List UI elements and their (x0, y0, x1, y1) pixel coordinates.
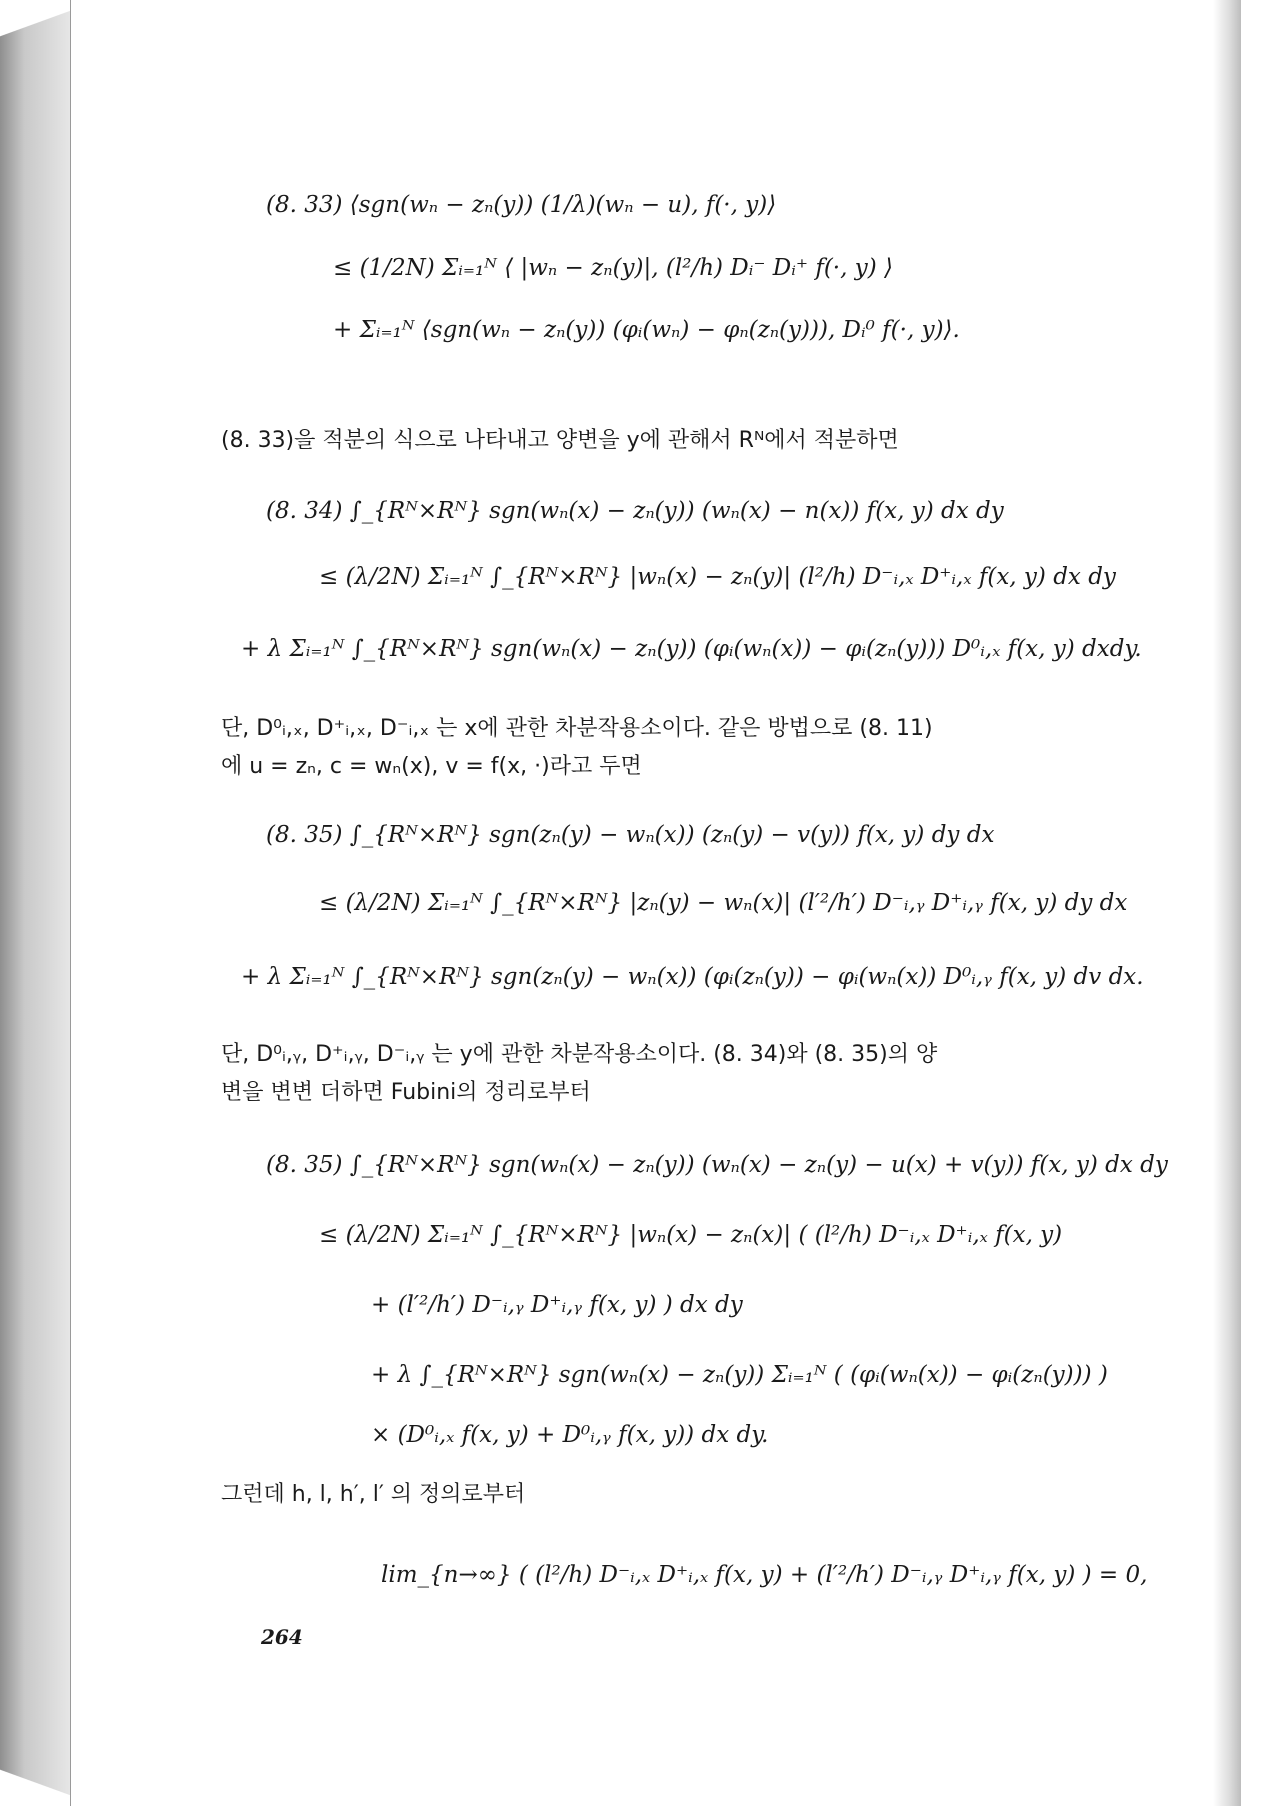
paragraph-3-line-2: 변을 변변 더하면 Fubini의 정리로부터 (221, 1080, 591, 1105)
equation-8-34-line-2: ≤ (λ/2N) Σᵢ₌₁ᴺ ∫_{Rᴺ×Rᴺ} |wₙ(x) − zₙ(y)| (l²/h) D⁻ᵢ,ₓ D⁺ᵢ,ₓ f(x, y) dx dy (319, 564, 1116, 590)
equation-8-34-line-1: (8. 34) ∫_{Rᴺ×Rᴺ} sgn(wₙ(x) − zₙ(y)) (wₙ(x) − n(x)) f(x, y) dx dy (266, 498, 1004, 524)
equation-8-35b-line-4: + λ ∫_{Rᴺ×Rᴺ} sgn(wₙ(x) − zₙ(y)) Σᵢ₌₁ᴺ ( (φᵢ(wₙ(x)) − φᵢ(zₙ(y))) ) (371, 1362, 1108, 1388)
equation-8-33-line-1: (8. 33) ⟨sgn(wₙ − zₙ(y)) (1/λ)(wₙ − u), f(·, y)⟩ (266, 192, 777, 218)
equation-8-35-line-3: + λ Σᵢ₌₁ᴺ ∫_{Rᴺ×Rᴺ} sgn(zₙ(y) − wₙ(x)) (φᵢ(zₙ(y)) − φᵢ(wₙ(x)) D⁰ᵢ,ᵧ f(x, y) dv dx. (241, 964, 1144, 990)
equation-8-35-line-1: (8. 35) ∫_{Rᴺ×Rᴺ} sgn(zₙ(y) − wₙ(x)) (zₙ(y) − v(y)) f(x, y) dy dx (266, 822, 995, 848)
equation-8-35b-line-5: × (D⁰ᵢ,ₓ f(x, y) + D⁰ᵢ,ᵧ f(x, y)) dx dy. (371, 1422, 769, 1448)
book-corner-bottom (0, 1766, 70, 1806)
equation-8-35-line-2: ≤ (λ/2N) Σᵢ₌₁ᴺ ∫_{Rᴺ×Rᴺ} |zₙ(y) − wₙ(x)| (l′²/h′) D⁻ᵢ,ᵧ D⁺ᵢ,ᵧ f(x, y) dy dx (319, 890, 1128, 916)
book-spine (0, 0, 70, 1806)
equation-8-35b-line-1: (8. 35) ∫_{Rᴺ×Rᴺ} sgn(wₙ(x) − zₙ(y)) (wₙ(x) − zₙ(y) − u(x) + v(y)) f(x, y) dx dy (266, 1152, 1168, 1178)
paragraph-2-line-1: 단, D⁰ᵢ,ₓ, D⁺ᵢ,ₓ, D⁻ᵢ,ₓ 는 x에 관한 차분작용소이다. 같은 방법으로 (8. 11) (221, 716, 933, 741)
paragraph-2-line-2: 에 u = zₙ, c = wₙ(x), v = f(x, ·)라고 두면 (221, 754, 642, 779)
page-number: 264 (261, 1625, 303, 1649)
paragraph-1-line-1: (8. 33)을 적분의 식으로 나타내고 양변을 y에 관해서 Rᴺ에서 적분하면 (221, 428, 899, 453)
equation-limit: lim_{n→∞} ( (l²/h) D⁻ᵢ,ₓ D⁺ᵢ,ₓ f(x, y) + (l′²/h′) D⁻ᵢ,ᵧ D⁺ᵢ,ᵧ f(x, y) ) = 0, (381, 1562, 1148, 1588)
page-edge-shadow (1213, 0, 1241, 1806)
paragraph-3-line-1: 단, D⁰ᵢ,ᵧ, D⁺ᵢ,ᵧ, D⁻ᵢ,ᵧ 는 y에 관한 차분작용소이다. (8. 34)와 (8. 35)의 양 (221, 1042, 938, 1067)
equation-8-35b-line-3: + (l′²/h′) D⁻ᵢ,ᵧ D⁺ᵢ,ᵧ f(x, y) ) dx dy (371, 1292, 743, 1318)
equation-8-33-line-3: + Σᵢ₌₁ᴺ ⟨sgn(wₙ − zₙ(y)) (φᵢ(wₙ) − φₙ(zₙ(y))), Dᵢ⁰ f(·, y)⟩. (333, 317, 960, 343)
book-corner-top (0, 0, 70, 40)
equation-8-35b-line-2: ≤ (λ/2N) Σᵢ₌₁ᴺ ∫_{Rᴺ×Rᴺ} |wₙ(x) − zₙ(x)| ( (l²/h) D⁻ᵢ,ₓ D⁺ᵢ,ₓ f(x, y) (319, 1222, 1063, 1248)
paragraph-4-line-1: 그런데 h, l, h′, l′ 의 정의로부터 (221, 1482, 526, 1507)
book-page (70, 0, 1241, 1806)
equation-8-34-line-3: + λ Σᵢ₌₁ᴺ ∫_{Rᴺ×Rᴺ} sgn(wₙ(x) − zₙ(y)) (φᵢ(wₙ(x)) − φᵢ(zₙ(y))) D⁰ᵢ,ₓ f(x, y) dxdy. (241, 636, 1142, 662)
equation-8-33-line-2: ≤ (1/2N) Σᵢ₌₁ᴺ ⟨ |wₙ − zₙ(y)|, (l²/h) Dᵢ⁻ Dᵢ⁺ f(·, y) ⟩ (333, 255, 893, 281)
